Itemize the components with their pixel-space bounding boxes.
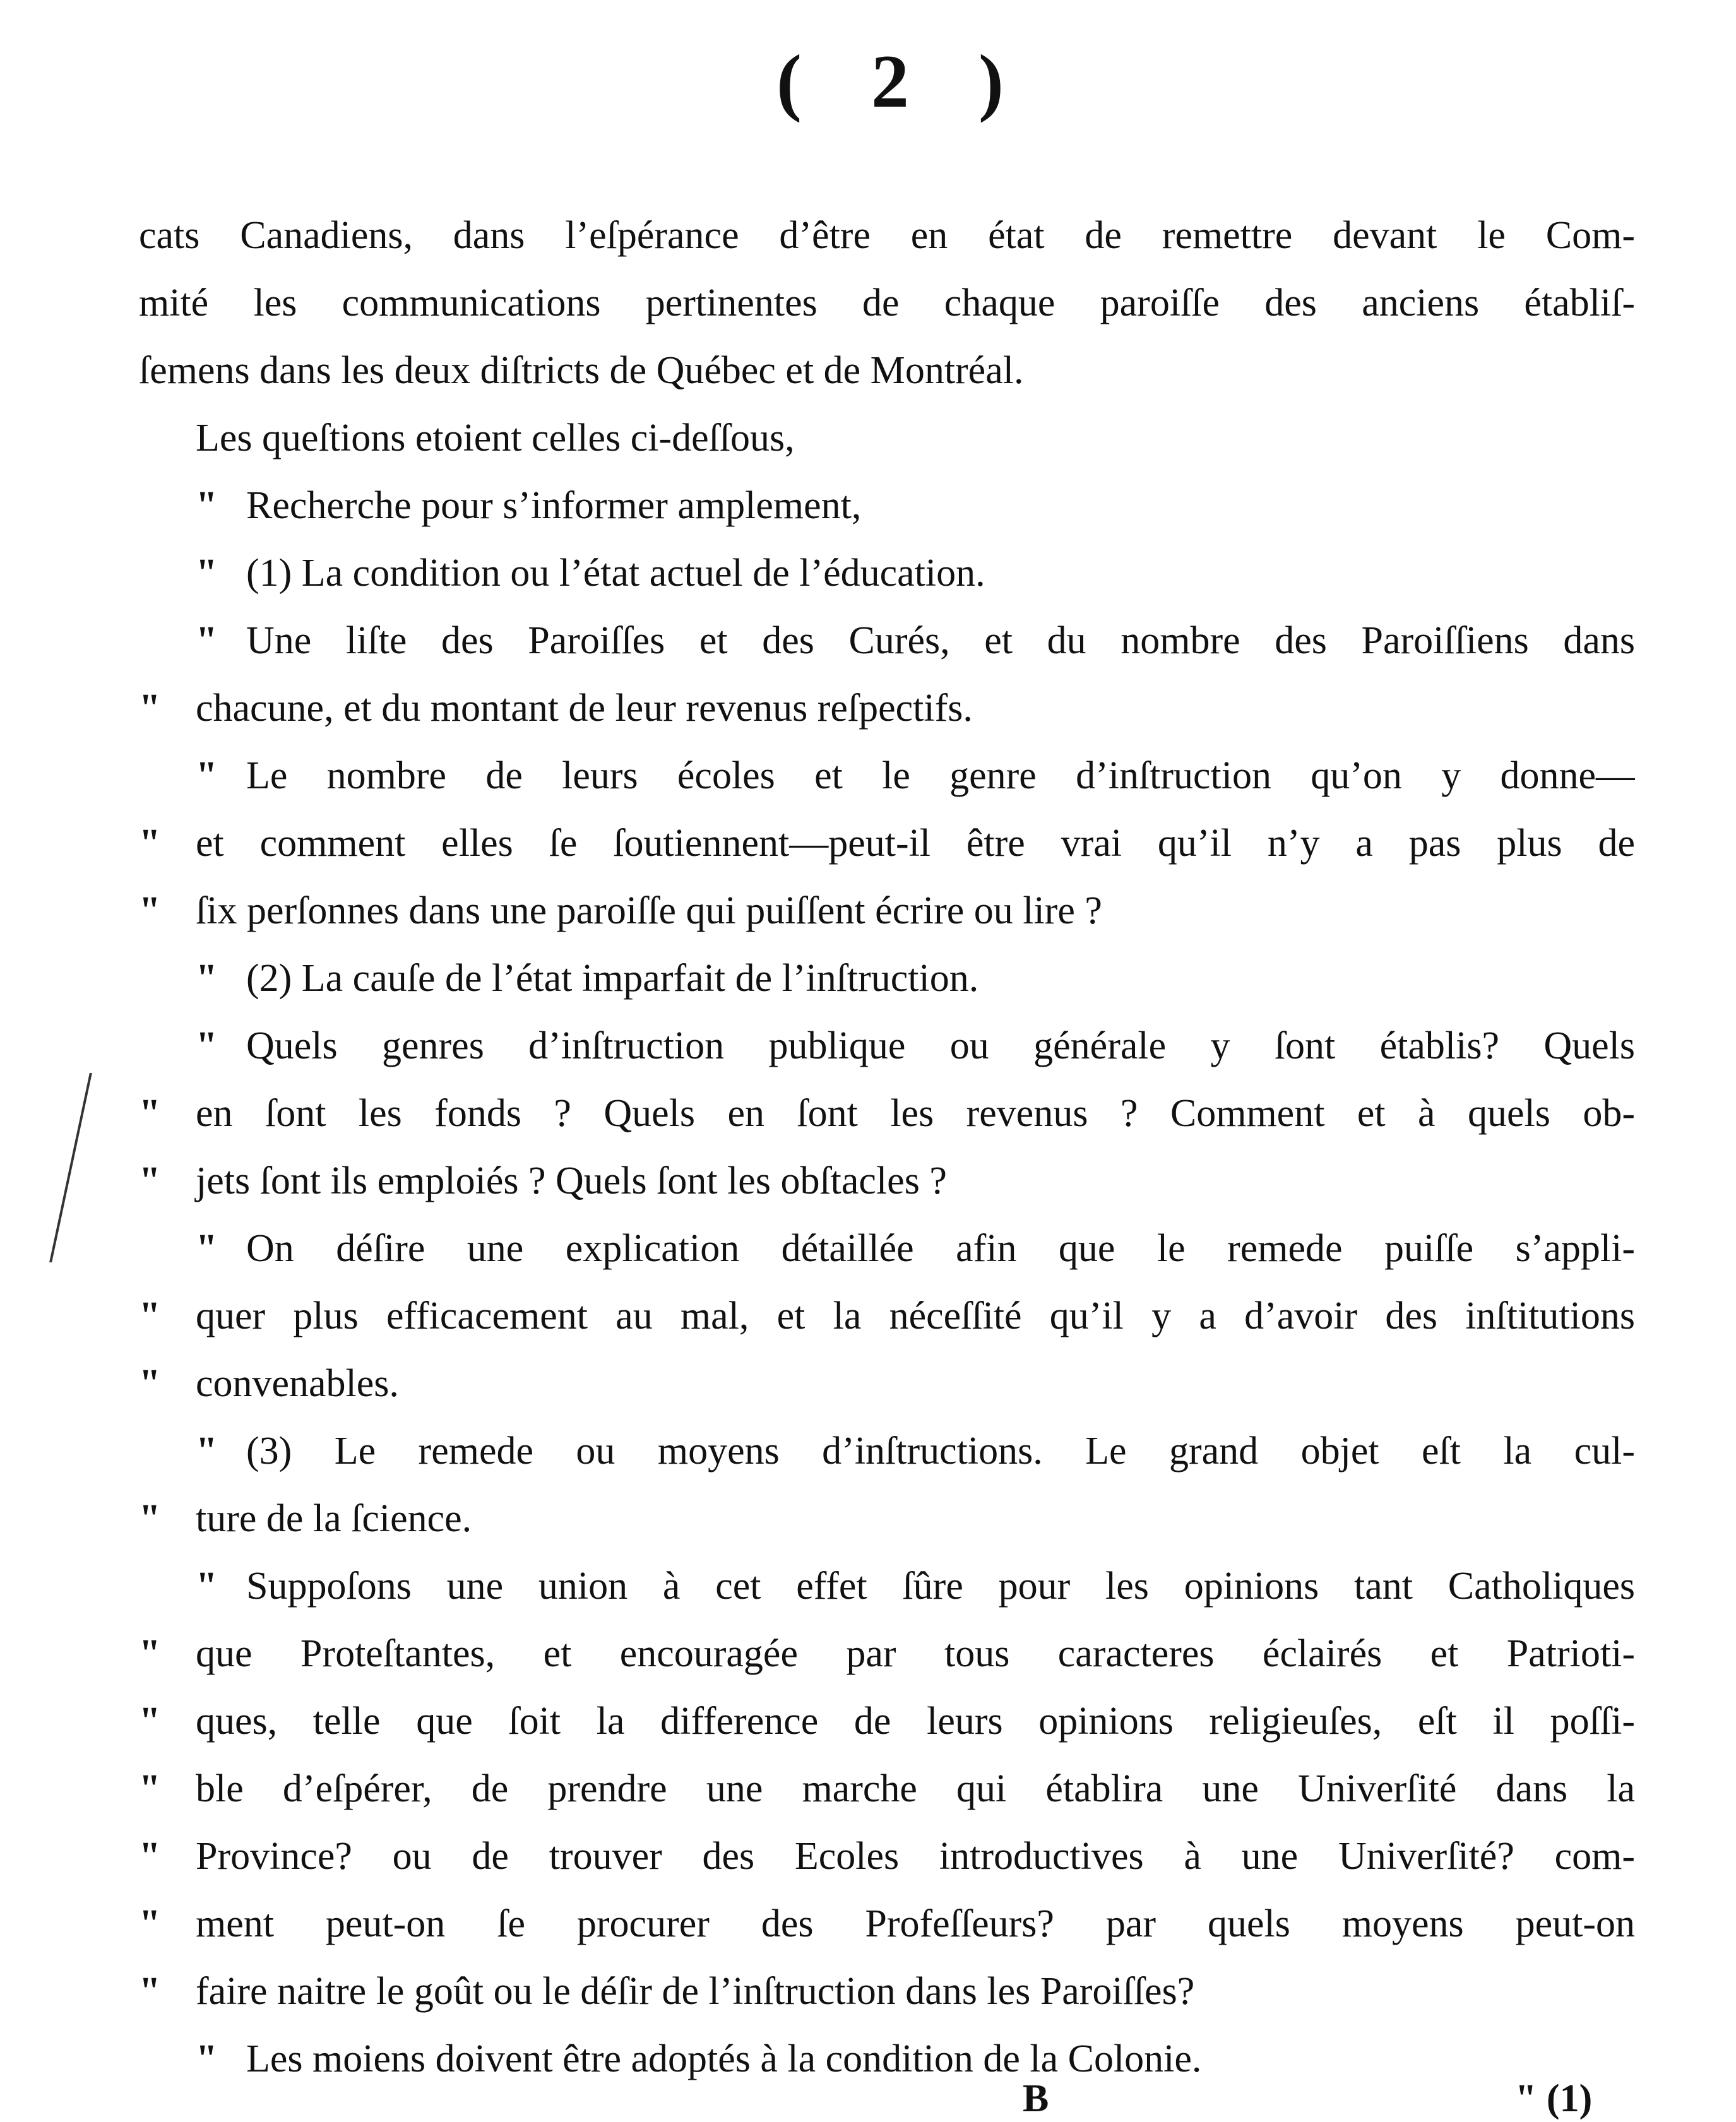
text-line xyxy=(139,540,1635,607)
signature-mark: B xyxy=(1023,2077,1049,2120)
quote-mark: " xyxy=(139,1970,161,2013)
margin-pen-mark xyxy=(49,1073,130,1262)
line-text: Une liſte des Paroiſſes et des Curés, et du nombre des Paroiſſiens dans xyxy=(246,619,1635,662)
text-line xyxy=(139,202,1635,270)
quote-mark: " xyxy=(139,1295,161,1337)
line-text: en ſont les fonds ? Quels en ſont les revenus ? Comment et à quels ob- xyxy=(196,1092,1635,1135)
text-line xyxy=(139,337,1635,405)
quote-mark: " xyxy=(139,822,161,865)
quote-mark: " xyxy=(139,687,161,730)
quote-mark: " xyxy=(196,1430,218,1473)
text-line xyxy=(139,2025,1635,2093)
line-text: Les queſtions etoient celles ci-deſſous, xyxy=(196,417,795,459)
text-line xyxy=(139,472,1635,540)
quote-mark: " xyxy=(196,1024,218,1067)
line-text: On déſire une explication détaillée afin que le remede puiſſe s’appli- xyxy=(246,1227,1635,1270)
text-line xyxy=(139,877,1635,945)
quote-mark: " xyxy=(196,754,218,797)
line-text: ſix perſonnes dans une paroiſſe qui puiſſent écrire ou lire ? xyxy=(196,889,1102,932)
quote-mark: " xyxy=(139,1700,161,1743)
text-line xyxy=(139,1215,1635,1283)
line-text: Suppoſons une union à cet effet ſûre pour les opinions tant Catholiques xyxy=(246,1565,1635,1608)
text-line xyxy=(139,945,1635,1012)
quote-mark: " xyxy=(196,1565,218,1608)
line-text: Quels genres d’inſtruction publique ou générale y ſont établis? Quels xyxy=(246,1024,1635,1067)
line-text: quer plus efficacement au mal, et la néceſſité qu’il y a d’avoir des inſtitutions xyxy=(196,1295,1635,1337)
page-number: ( 2 ) xyxy=(776,39,1029,123)
line-text: (3) Le remede ou moyens d’inſtructions. Le grand objet eſt la cul- xyxy=(246,1430,1635,1473)
quote-mark: " xyxy=(139,1902,161,1945)
line-text: ment peut-on ſe procurer des Profeſſeurs? par quels moyens peut-on xyxy=(196,1902,1635,1945)
text-line xyxy=(139,810,1635,877)
line-text: Province? ou de trouver des Ecoles introductives à une Univerſité? com- xyxy=(196,1835,1635,1878)
body-text xyxy=(139,202,1635,2093)
text-line xyxy=(139,1755,1635,1823)
quote-mark: " xyxy=(139,1632,161,1675)
quote-mark: " xyxy=(196,619,218,662)
line-text: ture de la ſcience. xyxy=(196,1497,472,1540)
line-text: que Proteſtantes, et encouragée par tous caracteres éclairés et Patrioti- xyxy=(196,1632,1635,1675)
text-line xyxy=(139,1553,1635,1620)
line-text: mité les communications pertinentes de chaque paroiſſe des anciens établiſ- xyxy=(139,282,1635,324)
text-line xyxy=(139,1350,1635,1418)
line-text: ques, telle que ſoit la difference de leurs opinions religieuſes, eſt il poſſi- xyxy=(196,1700,1635,1743)
line-text: (2) La cauſe de l’état imparfait de l’inſtruction. xyxy=(246,957,979,1000)
line-text: ſemens dans les deux diſtricts de Québec et de Montréal. xyxy=(139,349,1024,392)
quote-mark: " xyxy=(139,1362,161,1405)
line-text: convenables. xyxy=(196,1362,399,1405)
line-text: Le nombre de leurs écoles et le genre d’inſtruction qu’on y donne— xyxy=(246,754,1635,797)
text-line xyxy=(139,675,1635,742)
quote-mark: " xyxy=(196,552,218,595)
line-text: jets ſont ils emploiés ? Quels ſont les obſtacles ? xyxy=(196,1159,947,1202)
text-line xyxy=(139,1418,1635,1485)
quote-mark: " xyxy=(139,1767,161,1810)
quote-mark: " xyxy=(139,1497,161,1540)
text-line xyxy=(139,1620,1635,1688)
text-line xyxy=(139,607,1635,675)
text-line xyxy=(139,270,1635,337)
quote-mark: " xyxy=(139,889,161,932)
text-line xyxy=(139,1823,1635,1890)
quote-mark: " xyxy=(139,1159,161,1202)
quote-mark: " xyxy=(196,957,218,1000)
quote-mark: " xyxy=(139,1835,161,1878)
line-text: chacune, et du montant de leur revenus reſpectifs. xyxy=(196,687,973,730)
quote-mark: " xyxy=(196,2037,218,2080)
quote-mark: " xyxy=(139,1092,161,1135)
text-line xyxy=(139,1283,1635,1350)
line-text: et comment elles ſe ſoutiennent—peut-il être vrai qu’il n’y a pas plus de xyxy=(196,822,1635,865)
line-text: Recherche pour s’informer amplement, xyxy=(246,484,862,527)
text-line xyxy=(139,1688,1635,1755)
text-line xyxy=(139,1012,1635,1080)
text-line xyxy=(139,742,1635,810)
catchword: " (1) xyxy=(1515,2077,1593,2120)
line-text: ble d’eſpérer, de prendre une marche qui établira une Univerſité dans la xyxy=(196,1767,1635,1810)
text-line xyxy=(139,1080,1635,1147)
quote-mark: " xyxy=(196,484,218,527)
quote-mark: " xyxy=(196,1227,218,1270)
line-text: faire naitre le goût ou le déſir de l’inſtruction dans les Paroiſſes? xyxy=(196,1970,1195,2013)
line-text: Les moiens doivent être adoptés à la condition de la Colonie. xyxy=(246,2037,1202,2080)
text-line xyxy=(139,405,1635,472)
text-line xyxy=(139,1147,1635,1215)
line-text: (1) La condition ou l’état actuel de l’éducation. xyxy=(246,552,985,595)
text-line xyxy=(139,1485,1635,1553)
text-line xyxy=(139,1958,1635,2025)
line-text: cats Canadiens, dans l’eſpérance d’être en état de remettre devant le Com- xyxy=(139,214,1635,257)
text-line xyxy=(139,1890,1635,1958)
